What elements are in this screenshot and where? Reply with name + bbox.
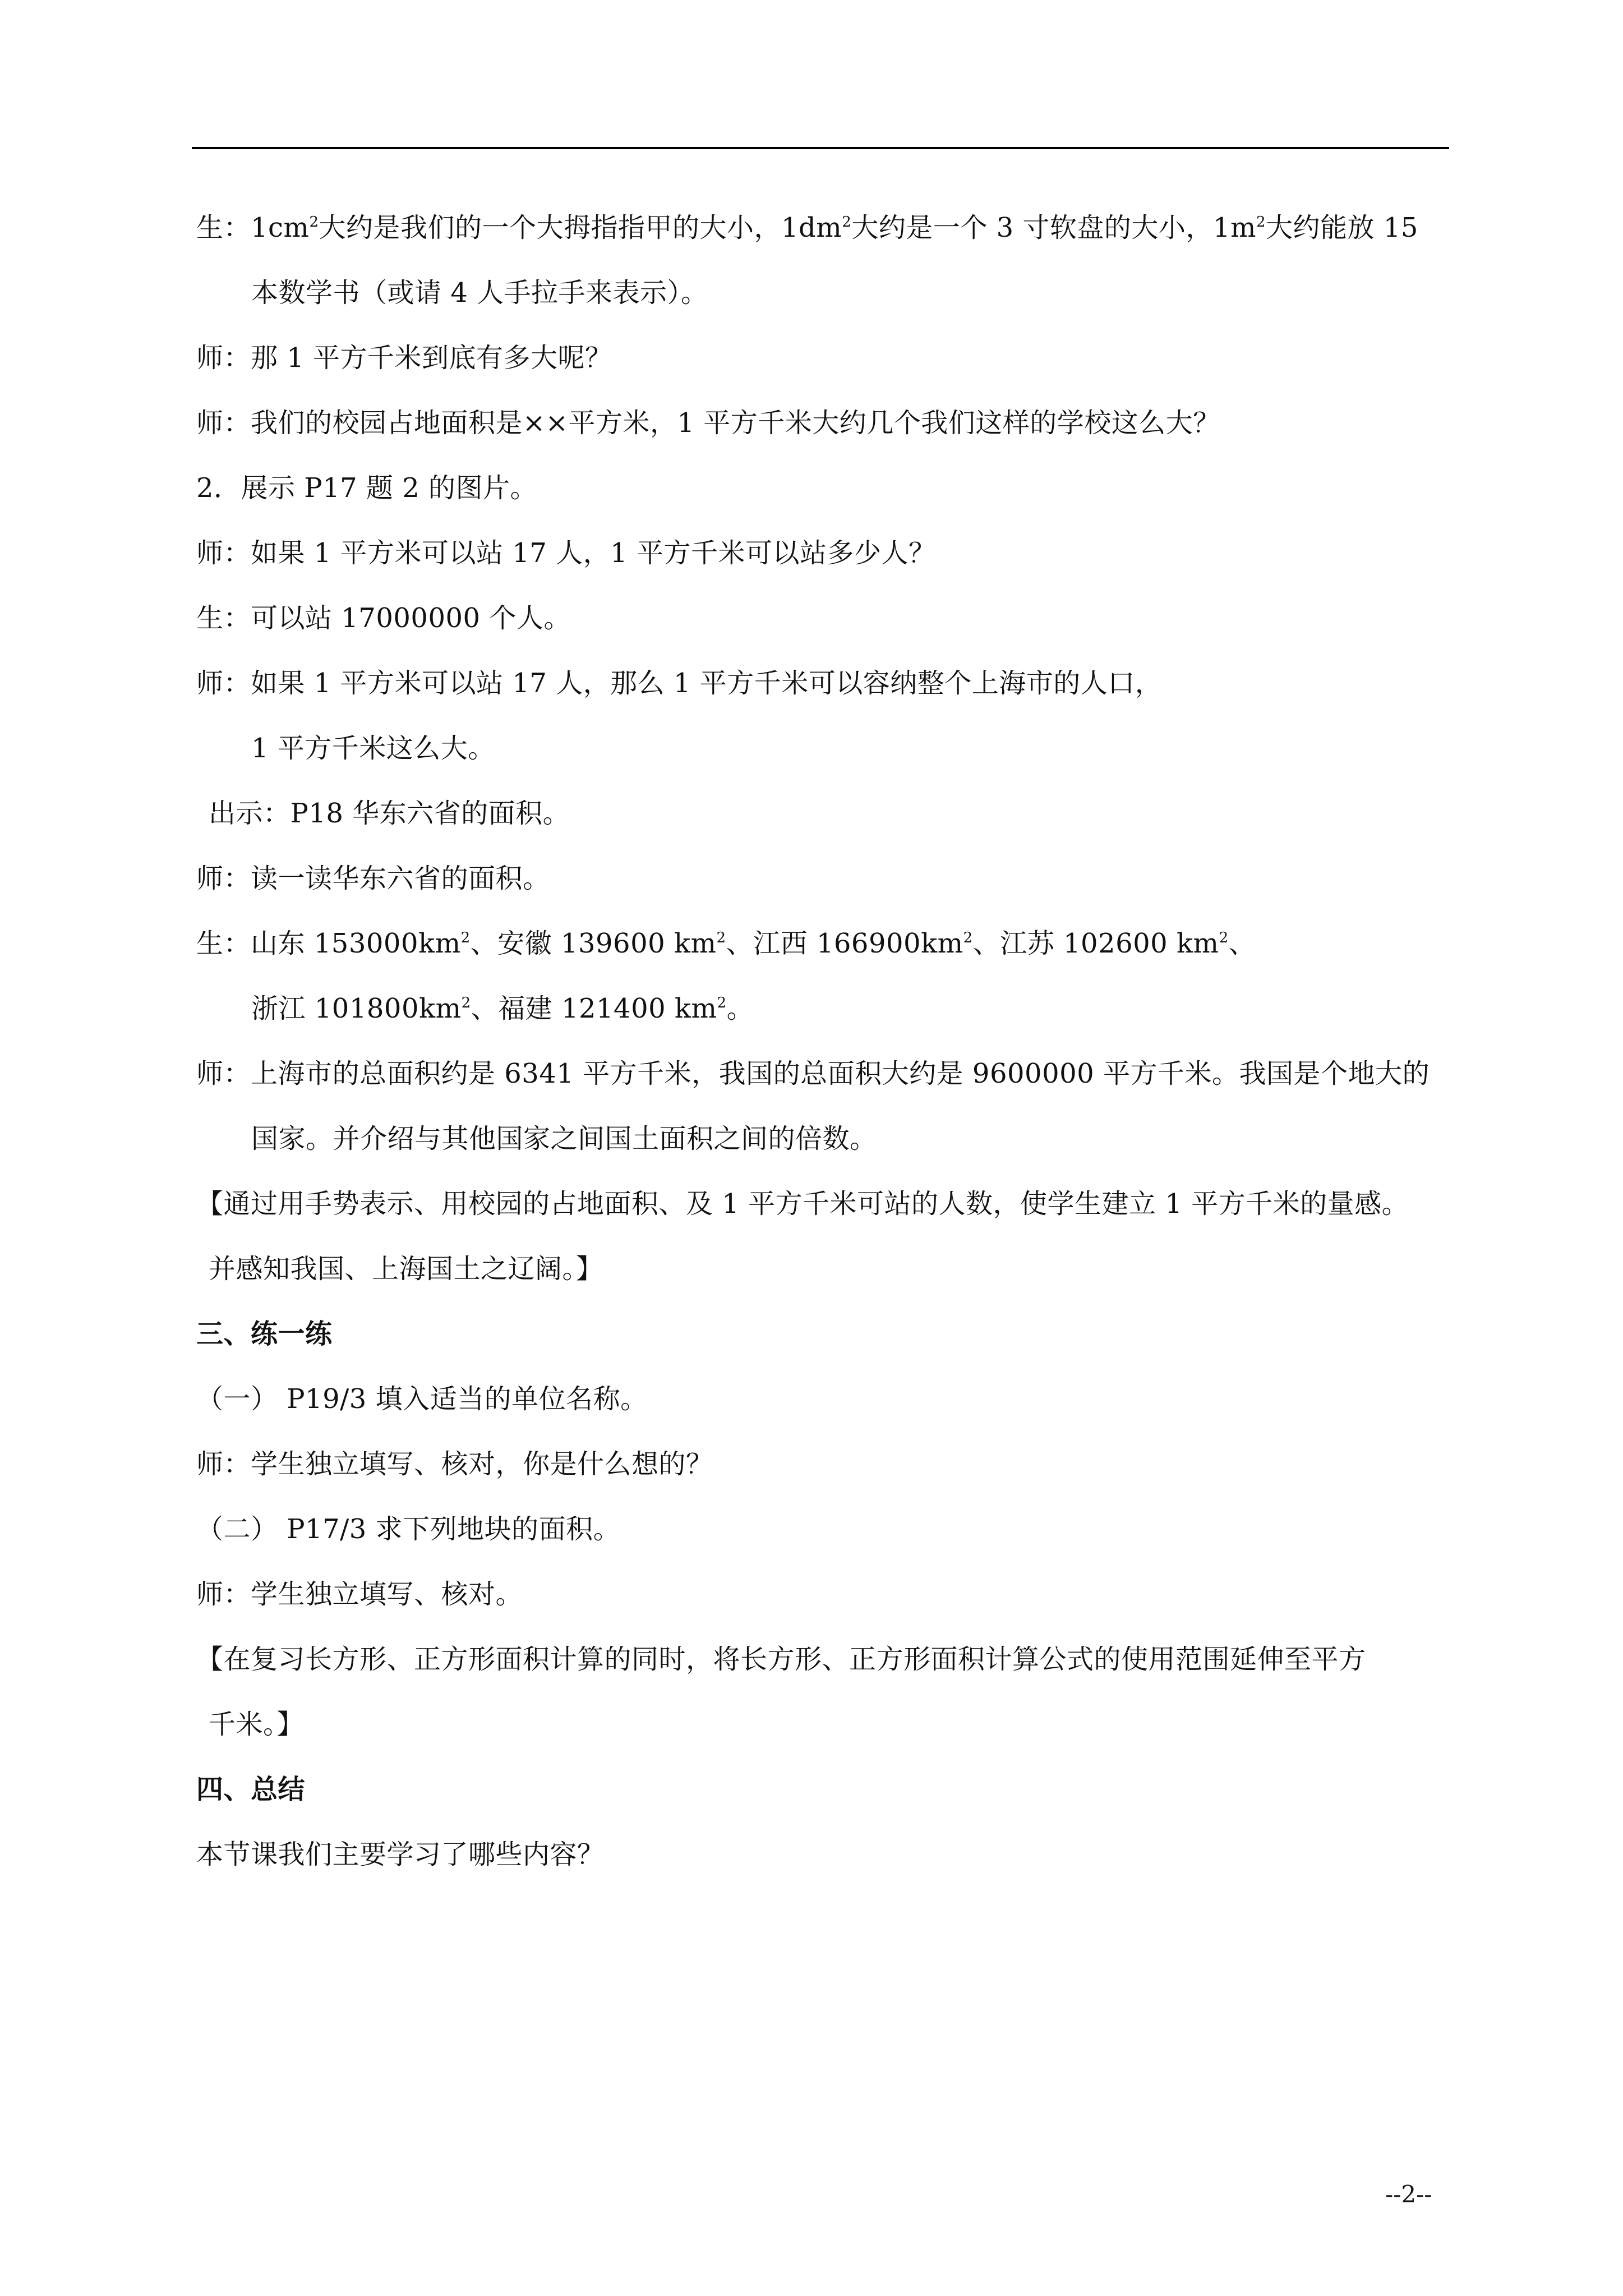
annotation-note: 千米。】 [209, 1709, 305, 1740]
annotation-note: 【在复习长方形、正方形面积计算的同时，将长方形、正方形面积计算公式的使用范围延伸至平方 [196, 1644, 1366, 1675]
text-line: 国家。并介绍与其他国家之间国土面积之间的倍数。 [251, 1123, 877, 1154]
text-line: 出示：P18 华东六省的面积。 [209, 798, 570, 829]
text-line: 师：那 1 平方千米到底有多大呢？ [196, 342, 612, 374]
text-line: 师：上海市的总面积约是 6341 平方千米，我国的总面积大约是 9600000 平方千米。我国是个地大的 [196, 1058, 1430, 1089]
text-line: （二） P17/3 求下列地块的面积。 [196, 1513, 621, 1545]
annotation-note: 并感知我国、上海国土之辽阔。】 [209, 1253, 603, 1285]
text-line: 2．展示 P17 题 2 的图片。 [196, 472, 537, 504]
text-line: 师：读一读华东六省的面积。 [196, 863, 550, 894]
text-line: 师：学生独立填写、核对，你是什么想的？ [196, 1448, 713, 1480]
text-line: 生：山东 $153000km^2$、安徽 139600 $km^2$、江西 $166900km^2$、江苏 102600 $km^2$、 [196, 928, 1256, 959]
header-rule [192, 147, 1449, 149]
text-line: 生：$1cm^2$大约是我们的一个大拇指指甲的大小，$1dm^2$大约是一个 3 寸软盘的大小，$1m^2$大约能放 15 [196, 212, 1418, 243]
text-line: 浙江 $101800km^2$、福建 121400 $km^2$。 [251, 993, 754, 1024]
text-line: 师：如果 1 平方米可以站 17 人，那么 1 平方千米可以容纳整个上海市的人口， [196, 668, 1163, 699]
text-line: 1 平方千米这么大。 [251, 733, 495, 764]
text-line: （一） P19/3 填入适当的单位名称。 [196, 1383, 648, 1415]
text-line: 本节课我们主要学习了哪些内容？ [196, 1839, 605, 1870]
section-heading: 四、总结 [196, 1774, 306, 1805]
annotation-note: 【通过用手势表示、用校园的占地面积、及 1 平方千米可站的人数，使学生建立 1 平方千米的量感。 [196, 1188, 1409, 1220]
text-line: 师：我们的校园占地面积是××平方米，1 平方千米大约几个我们这样的学校这么大？ [196, 407, 1220, 439]
text-line: 生：可以站 17000000 个人。 [196, 602, 571, 634]
text-line: 师：学生独立填写、核对。 [196, 1579, 523, 1610]
text-line: 本数学书（或请 4 人手拉手来表示）。 [251, 277, 708, 309]
text-line: 师：如果 1 平方米可以站 17 人，1 平方千米可以站多少人？ [196, 537, 936, 569]
page-number: --2-- [1385, 2180, 1432, 2208]
section-heading: 三、练一练 [196, 1318, 333, 1350]
